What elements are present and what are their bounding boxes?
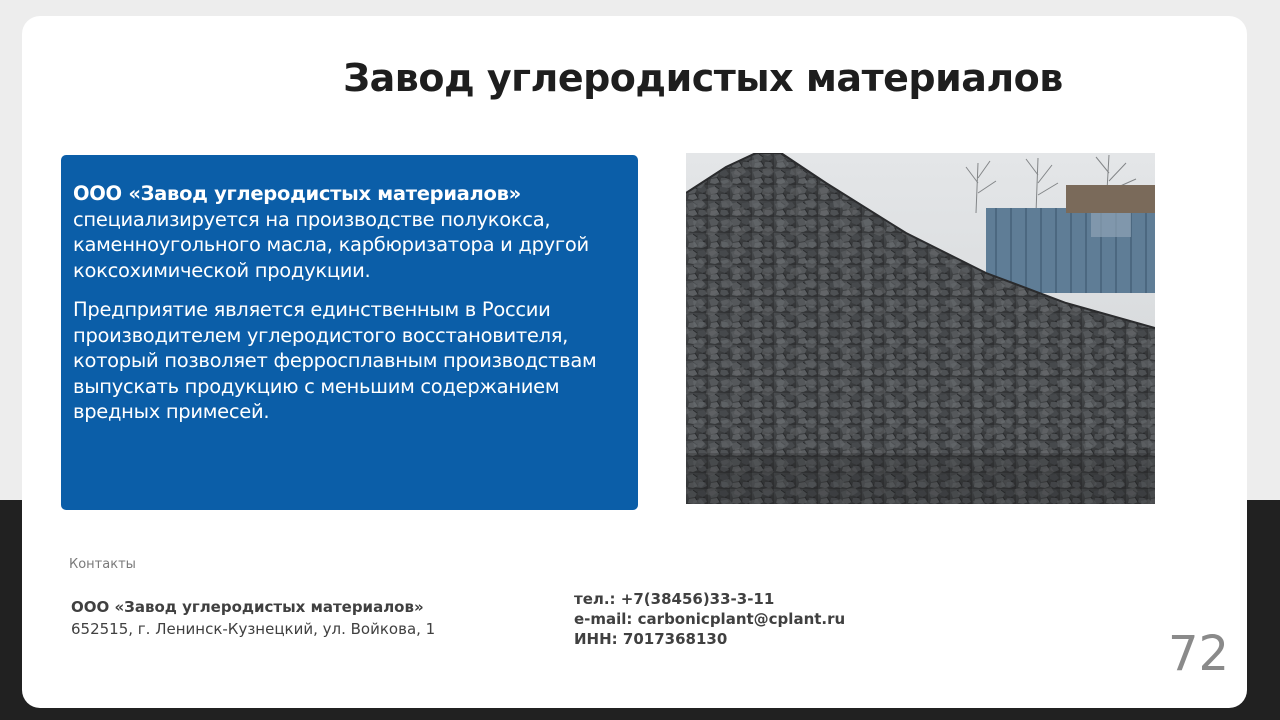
contacts-phone: тел.: +7(38456)33-3-11 <box>574 590 775 608</box>
contacts-label: Контакты <box>69 557 136 572</box>
contact-details <box>574 589 845 649</box>
contacts-address: 652515, г. Ленинск-Кузнецкий, ул. Войкова, 1 <box>71 620 436 638</box>
contacts-inn: ИНН: 7017368130 <box>574 630 728 648</box>
coke-pile-image <box>686 153 1155 504</box>
address-block <box>71 596 435 640</box>
description-company-name: ООО «Завод углеродистых материалов» <box>73 182 521 205</box>
description-box <box>61 155 638 510</box>
slide-title: Завод углеродистых материалов <box>343 56 1063 100</box>
description-paragraph-1 <box>73 181 628 283</box>
description-paragraph-1-text: специализируется на производстве полукокса, каменноугольного масла, карбюризатора и другой коксохимической продукции. <box>73 207 589 282</box>
page-number: 72 <box>1168 626 1230 682</box>
contacts-company-name: ООО «Завод углеродистых материалов» <box>71 598 424 616</box>
description-paragraph-2: Предприятие является единственным в России производителем углеродистого восстановителя, который позволяет ферросплавным производствам выпускать продукцию с меньшим содержанием вредных примесей. <box>73 298 597 423</box>
contacts-email: e-mail: carbonicplant@cplant.ru <box>574 610 846 628</box>
coke-pile-photo <box>686 153 1155 504</box>
